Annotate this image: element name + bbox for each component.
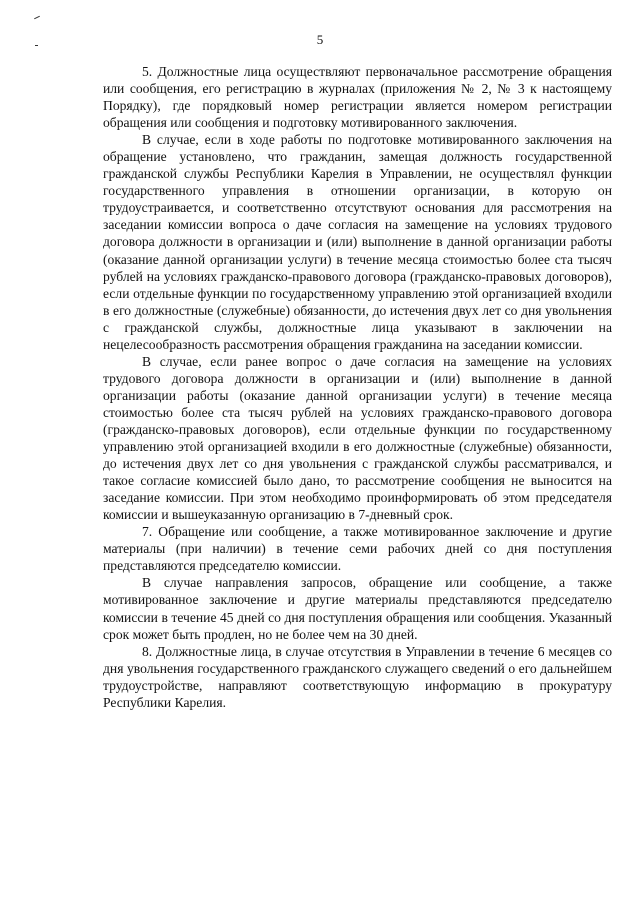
paragraph-item-8: 8. Должностные лица, в случае отсутствия в Управлении в течение 6 месяцев со дня увольнения государственного гражданского служащего сведений о его дальнейшем трудоустройстве, направляют соответствующую информацию в прокуратуру Республики Карелия.: [103, 643, 612, 710]
paragraph-prior-consent-case: В случае, если ранее вопрос о даче согласия на замещение на условиях трудового договора должности в организации и (или) выполнение в данной организации работы (оказание данной организации услуги) в течение месяца стоимостью более ста тысяч рублей на условиях гражданско-правового договора (гражданско-правовых договоров), если отдельные функции по государственному управлению этой организацией входили в его должностные (служебные) обязанности, до истечения двух лет со дня увольнения с гражданской службы рассматривался, и такое согласие комиссией было дано, то рассмотрение сообщения не выносится на заседание комиссии. При этом необходимо проинформировать об этом председателя комиссии и вышеуказанную организацию в 7-дневный срок.: [103, 353, 612, 523]
paragraph-item-5: 5. Должностные лица осуществляют первоначальное рассмотрение обращения или сообщения, его регистрацию в журналах (приложения № 2, № 3 к настоящему Порядку), где порядковый номер регистрации является номером регистрации обращения или сообщения и подготовку мотивированного заключения.: [103, 64, 612, 131]
page-number: 5: [316, 32, 324, 47]
paragraph-requests-case: В случае направления запросов, обращение или сообщение, а также мотивированное заключение и другие материалы представляются председателю комиссии в течение 45 дней со дня поступления обращения или сообщения. Указанный срок может быть продлен, но не более чем на 30 дней.: [103, 575, 612, 642]
paragraph-no-function-case: В случае, если в ходе работы по подготовке мотивированного заключения на обращение установлено, что гражданин, замещая должность государственной гражданской службы Республики Карелия в Управлении, не осуществлял функции государственного управления в отношении организации, в которую он трудоустраивается, и соответственно отсутствуют основания для рассмотрения на заседании комиссии вопроса о даче согласия на замещение на условиях трудового договора должности в организации и (или) выполнение в данной организации работы (оказание данной организации услуги) в течение месяца стоимостью более ста тысяч рублей на условиях гражданско-правового договора (гражданско-правовых договоров), если отдельные функции по государственному управлению этой организацией входили в его должностные (служебные) обязанности, до истечения двух лет со дня увольнения с гражданской службы, должностные лица указывают в заключении на нецелесообразность рассмотрения обращения гражданина на заседании комиссии.: [103, 132, 612, 352]
paragraph-item-7: 7. Обращение или сообщение, а также мотивированное заключение и другие материалы (при наличии) в течение семи рабочих дней со дня поступления представляются председателю комиссии.: [103, 524, 612, 574]
scan-artifact-mark: [34, 16, 40, 19]
document-body: [103, 63, 612, 711]
